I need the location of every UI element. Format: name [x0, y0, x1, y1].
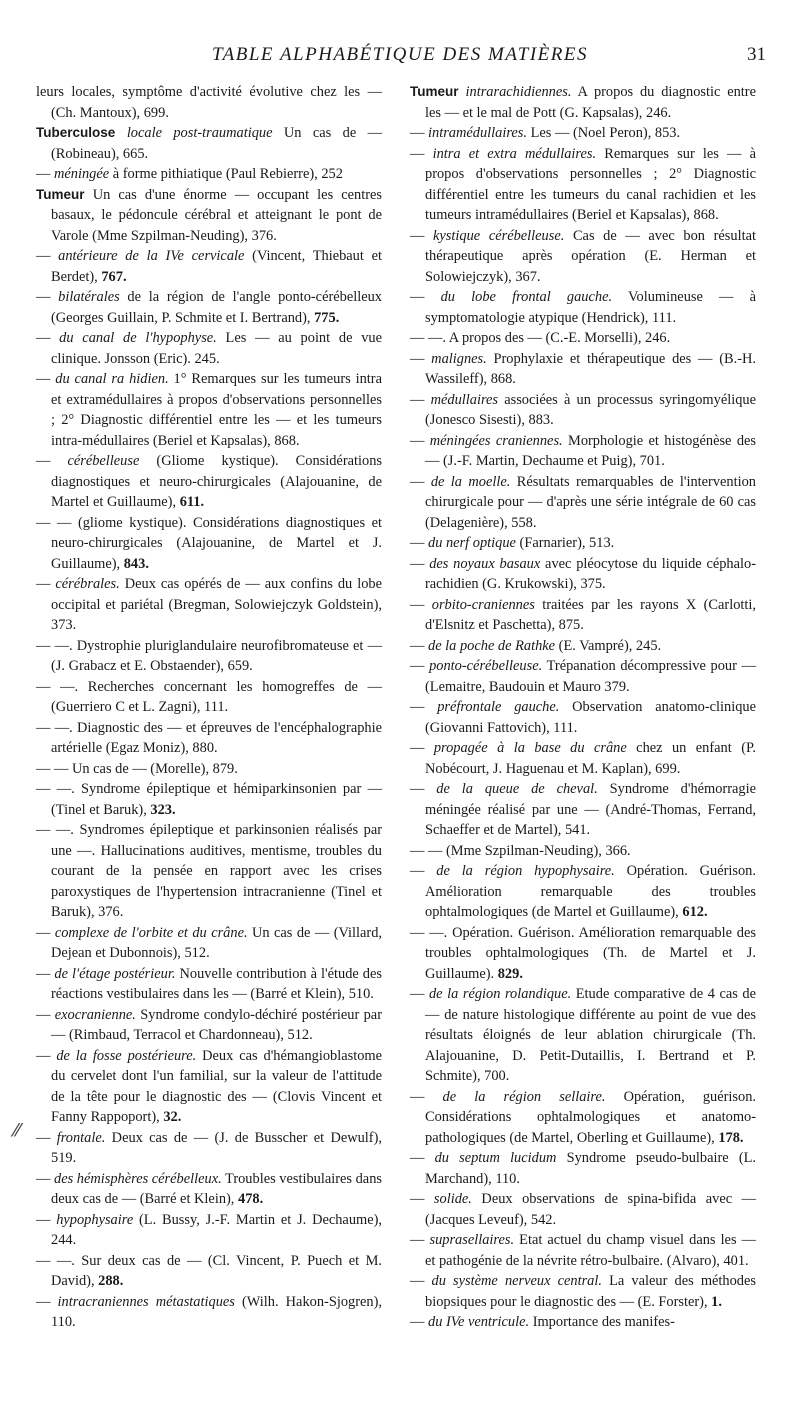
- index-entry: [36, 820, 382, 923]
- index-entry: [36, 513, 382, 575]
- entry-lead: Tuberculose: [36, 125, 127, 140]
- entry-dash: —: [410, 227, 434, 244]
- entry-dash: —: [410, 781, 437, 797]
- entry-it: intracraniennes métastatiques: [57, 1293, 235, 1310]
- entry-dash: —: [410, 1150, 435, 1166]
- index-entry: [410, 554, 756, 595]
- entry-it: de la région sellaire.: [442, 1088, 606, 1105]
- entry-rest: Deux cas d'hémangioblastome du cervelet dont l'un familial, sur la valeur de l'attitude de la tête pour le diagnostic des — (Clovis Vincent et Fanny Rappoport),: [51, 1047, 382, 1125]
- entry-num: 612.: [682, 904, 708, 920]
- entry-rest: Un cas de — (Villard, Dejean et Dubonnois), 512.: [51, 924, 382, 961]
- entry-it: intramédullaires.: [428, 125, 527, 141]
- entry-it: intrarachidiennes.: [465, 84, 572, 100]
- page-header: [0, 44, 800, 74]
- index-entry: [410, 390, 756, 431]
- entry-it: de la fosse postérieure.: [56, 1047, 197, 1064]
- entry-dash: — —: [36, 760, 72, 777]
- entry-rest: Volumineuse — à symptomatologie atypique (Hendrick), 111.: [425, 289, 756, 326]
- entry-rest: Deux cas opérés de — aux confins du lobe occipital et pariétal (Bregman, Solowiejczyk Goldstein), 373.: [51, 576, 382, 633]
- entry-rest: Deux cas de — (J. de Busscher et Dewulf), 519.: [51, 1129, 382, 1166]
- index-columns: [14, 82, 768, 1382]
- entry-dash: — —.: [410, 330, 449, 346]
- entry-dash: —: [36, 371, 56, 387]
- entry-rest: (L. Bussy, J.-F. Martin et J. Dechaume), 244.: [51, 1211, 382, 1248]
- entry-lead: Tumeur: [36, 186, 93, 202]
- entry-rest: chez un enfant (P. Nobécourt, J. Haguenau et M. Kaplan), 699.: [425, 740, 756, 777]
- entry-dash: —: [410, 145, 433, 162]
- entry-num: 767.: [101, 268, 127, 285]
- entry-rest: Troubles vestibulaires dans deux cas de — (Barré et Klein),: [51, 1170, 382, 1207]
- handwritten-margin-mark: ⁄⁄: [14, 1120, 21, 1141]
- entry-rest: (E. Vampré), 245.: [555, 637, 662, 654]
- entry-dash: —: [410, 596, 432, 613]
- index-entry: [36, 779, 382, 820]
- entry-it: des noyaux basaux: [429, 555, 541, 572]
- entry-rest: de la région de l'angle ponto-cérébelleux (Georges Guillain, P. Schmite et I. Bertrand),: [51, 289, 382, 326]
- entry-dash: —: [410, 658, 430, 674]
- entry-dash: —: [410, 1273, 432, 1289]
- entry-rest: Les — au point de vue clinique. Jonsson (Eric). 245.: [51, 330, 382, 367]
- entry-dash: —: [410, 986, 429, 1002]
- entry-dash: —: [410, 350, 432, 367]
- index-entry: [36, 1128, 382, 1169]
- entry-rest: traitées par les rayons X (Carlotti, d'Elsnitz et Paschetta), 875.: [425, 596, 756, 633]
- entry-rest: Opération, guérison. Considérations ophtalmologiques et anatomo-pathologiques (de Martel, Oberling et Guillaume),: [425, 1088, 756, 1146]
- entry-rest: Syndrome d'hémorragie méningée réalisé par une — (André-Thomas, Ferrand, Schaeffer et de Martel), 541.: [425, 781, 756, 838]
- index-entry: [36, 185, 382, 247]
- entry-it: exocranienne.: [54, 1006, 136, 1023]
- entry-it: complexe de l'orbite et du crâne.: [54, 924, 248, 941]
- entry-it: du lobe frontal gauche.: [440, 289, 613, 305]
- entry-rest: Etat actuel du champ visuel dans les — et pathogénie de la névrite rétro-bulbaire. (Alvaro), 401.: [425, 1232, 757, 1269]
- entry-rest: associées à un processus syringomyélique (Jonesco Sisesti), 883.: [425, 391, 756, 428]
- entry-dash: — —.: [36, 781, 82, 797]
- entry-rest: (Wilh. Hakon-Sjogren), 110.: [51, 1293, 382, 1330]
- index-entry: [410, 656, 756, 697]
- entry-rest: Etude comparative de 4 cas de — de nature histologique différente au point de vue des résultats éloignés de leur ablation chirurgicale (Th. Alajouanine, D. Petit-Dutaillis, I. Bertrand et P. Schmite), 700.: [425, 986, 756, 1084]
- entry-it: du septum lucidum: [434, 1150, 557, 1166]
- entry-lead: Tumeur: [410, 84, 466, 99]
- entry-dash: —: [410, 391, 431, 408]
- entry-dash: —: [410, 473, 431, 490]
- entry-rest: Remarques sur les — à propos d'observations personnelles ; 2° Diagnostic différentiel entre les tumeurs du canal rachidien et les tumeurs intramédullaires (Beriel et Kapsalas), 868.: [425, 145, 757, 223]
- entry-it: méningée: [54, 166, 110, 182]
- entry-rest: Morphologie et histogénèse des — (J.-F. Martin, Dechaume et Puig), 701.: [425, 432, 756, 469]
- entry-it: de la moelle.: [430, 473, 511, 490]
- entry-it: bilatérales: [58, 289, 120, 305]
- entry-it: cérébelleuse: [67, 453, 140, 469]
- entry-rest: Les — (Noel Peron), 853.: [527, 125, 681, 141]
- entry-dash: —: [410, 1314, 428, 1330]
- entry-it: de la poche de Rathke: [428, 637, 556, 654]
- index-entry: [36, 451, 382, 513]
- entry-dash: — —: [410, 842, 446, 859]
- entry-rest: (gliome kystique). Considérations diagnostiques et neuro-chirurgicales (Alajouanine, de Martel et J. Guillaume),: [51, 514, 383, 572]
- index-entry: [36, 82, 382, 123]
- entry-rest: leurs locales, symptôme d'activité évolutive chez les — (Ch. Mantoux), 699.: [36, 84, 382, 121]
- left-column: [14, 82, 383, 1333]
- entry-dash: —: [36, 330, 60, 346]
- entry-rest: Syndrome pseudo-bulbaire (L. Marchand), 110.: [425, 1150, 756, 1187]
- index-entry: [410, 349, 756, 390]
- index-entry: [410, 923, 756, 985]
- entry-rest: Opération. Guérison. Amélioration remarquable des troubles ophtalmologiques (Th. de Martel et J. Guillaume).: [425, 924, 756, 982]
- index-entry: [410, 82, 756, 123]
- index-entry: [410, 1148, 756, 1189]
- entry-num: 1.: [711, 1293, 722, 1310]
- entry-dash: —: [36, 1047, 57, 1064]
- index-entry: [36, 1251, 382, 1292]
- entry-dash: —: [36, 1006, 55, 1023]
- entry-dash: —: [410, 863, 437, 879]
- index-entry: [36, 1210, 382, 1251]
- entry-num: 478.: [238, 1191, 264, 1207]
- entry-it: de la région hypophysaire.: [436, 863, 615, 879]
- entry-dash: —: [36, 1170, 54, 1187]
- index-entry: [410, 779, 756, 841]
- entry-it: médullaires: [430, 391, 499, 408]
- entry-dash: —: [36, 166, 54, 182]
- entry-rest: Dystrophie pluriglandulaire neurofibromateuse et — (J. Grabacz et E. Obstaender), 659.: [51, 637, 382, 674]
- entry-rest: 1° Remarques sur les tumeurs intra et extramédullaires à propos d'observations personnelles ; 2° Diagnostic différentiel entre les — et les tumeurs intra-médullaires (Beriel et Kapsalas), 868.: [51, 371, 382, 449]
- entry-rest: Observation anatomo-clinique (Giovanni Fattovich), 111.: [425, 699, 756, 736]
- entry-dash: —: [410, 740, 434, 756]
- entry-num: 775.: [314, 309, 340, 326]
- entry-dash: — —.: [36, 637, 77, 654]
- index-entry: [410, 287, 756, 328]
- entry-num: 178.: [718, 1129, 744, 1146]
- entry-it: préfrontale gauche.: [437, 699, 560, 715]
- index-entry: [36, 1292, 382, 1333]
- index-entry: [410, 144, 756, 226]
- entry-rest: Syndrome épileptique et hémiparkinsonien par — (Tinel et Baruk),: [51, 781, 383, 818]
- entry-dash: —: [36, 1129, 57, 1146]
- entry-it: ponto-cérébelleuse.: [429, 658, 543, 674]
- entry-dash: —: [410, 125, 428, 141]
- entry-it: antérieure de la IVe cervicale: [58, 248, 245, 264]
- entry-rest: avec pléocytose du liquide céphalo-rachidien (G. Krukowski), 375.: [425, 555, 756, 592]
- entry-dash: — —.: [410, 924, 453, 941]
- entry-dash: — —.: [36, 719, 78, 736]
- index-entry: [36, 246, 382, 287]
- entry-dash: — —.: [36, 678, 88, 695]
- entry-rest: A propos des — (C.-E. Morselli), 246.: [448, 330, 671, 346]
- entry-rest: Opération. Guérison. Amélioration remarquable des troubles ophtalmologiques (de Martel et Guillaume),: [425, 863, 756, 920]
- index-entry: [36, 923, 382, 964]
- entry-it: intra et extra médullaires.: [432, 145, 597, 162]
- index-entry: [410, 226, 756, 288]
- index-entry: [410, 984, 756, 1087]
- entry-rest: (Mme Szpilman-Neuding), 366.: [445, 842, 631, 859]
- index-entry: [36, 759, 382, 780]
- entry-dash: —: [410, 637, 428, 654]
- entry-dash: —: [410, 555, 430, 572]
- entry-dash: —: [36, 1293, 58, 1310]
- entry-dash: —: [36, 248, 59, 264]
- entry-it: suprasellaires.: [429, 1232, 515, 1248]
- running-title: TABLE ALPHABÉTIQUE DES MATIÈRES: [212, 44, 588, 65]
- entry-rest: Un cas d'une énorme — occupant les centres basaux, le pédoncule cérébral et atteignant le pont de Varole (Mme Szpilman-Neuding), 376.: [51, 186, 382, 244]
- entry-num: 32.: [163, 1109, 182, 1125]
- entry-it: locale post-traumatique: [126, 125, 273, 141]
- index-entry: [36, 287, 382, 328]
- entry-rest: Un cas de — (Morelle), 879.: [71, 760, 238, 777]
- entry-rest: Recherches concernant les homogreffes de — (Guerriero C et L. Zagni), 111.: [51, 678, 383, 715]
- entry-rest: Un cas de — (Robineau), 665.: [51, 125, 382, 162]
- entry-rest: Prophylaxie et thérapeutique des — (B.-H. Wassileff), 868.: [425, 350, 756, 387]
- entry-it: malignes.: [431, 350, 487, 367]
- index-entry: [410, 431, 756, 472]
- index-entry: [36, 369, 382, 451]
- index-entry: [36, 636, 382, 677]
- entry-rest: Nouvelle contribution à l'étude des réactions vestibulaires dans les — (Barré et Klein), 510.: [51, 965, 382, 1002]
- index-entry: [410, 738, 756, 779]
- entry-it: du nerf optique: [428, 535, 516, 551]
- entry-it: méningées craniennes.: [429, 432, 563, 449]
- entry-num: 288.: [98, 1273, 124, 1289]
- entry-dash: —: [410, 289, 441, 305]
- index-entry: [410, 1189, 756, 1230]
- entry-rest: Trépanation décompressive pour — (Lemaitre, Baudouin et Mauro 379.: [425, 658, 756, 695]
- entry-rest: (Vincent, Thiebaut et Berdet),: [51, 248, 382, 285]
- entry-dash: —: [36, 289, 59, 305]
- index-entry: [410, 636, 756, 657]
- entry-rest: A propos du diagnostic entre les — et le mal de Pott (G. Kapsalas), 246.: [425, 84, 756, 121]
- entry-num: 323.: [150, 801, 176, 818]
- entry-dash: —: [410, 432, 430, 449]
- entry-it: du système nerveux central.: [431, 1273, 602, 1289]
- entry-dash: —: [36, 576, 56, 592]
- entry-dash: —: [36, 1211, 57, 1228]
- entry-it: du IVe ventricule.: [428, 1314, 530, 1330]
- index-entry: [410, 1230, 756, 1271]
- entry-it: du canal de l'hypophyse.: [59, 330, 217, 346]
- entry-dash: —: [410, 1088, 443, 1105]
- index-entry: [410, 533, 756, 554]
- entry-it: propagée à la base du crâne: [433, 740, 627, 756]
- entry-dash: — —: [36, 514, 78, 531]
- index-entry: [36, 677, 382, 718]
- entry-rest: (Gliome kystique). Considérations diagnostiques et neuro-chirurgicales (Alajouanine, de Martel et Guillaume),: [51, 453, 382, 510]
- entry-rest: Sur deux cas de — (Cl. Vincent, P. Puech et M. David),: [51, 1252, 382, 1289]
- index-entry: [36, 574, 382, 636]
- entry-rest: Syndromes épileptique et parkinsonien réalisés par une —. Hallucinations auditives, mentisme, troubles du courant de la pensée en rapport avec les crises paroxystiques de l'hypertension intracranienne (Tinel et Baruk), 376.: [51, 822, 382, 920]
- entry-dash: — —.: [36, 822, 80, 838]
- entry-dash: — —.: [36, 1252, 82, 1269]
- index-entry: [36, 164, 382, 185]
- entry-rest: Deux observations de spina-bifida avec — (Jacques Leveuf), 542.: [425, 1191, 756, 1228]
- index-entry: [410, 1312, 756, 1333]
- entry-it: des hémisphères cérébelleux.: [54, 1170, 222, 1187]
- entry-it: de la région rolandique.: [428, 986, 572, 1002]
- entry-num: 829.: [497, 965, 523, 982]
- entry-it: de l'étage postérieur.: [54, 965, 176, 982]
- index-entry: [410, 1087, 756, 1149]
- index-entry: [410, 595, 756, 636]
- entry-rest: Résultats remarquables de l'intervention chirurgicale pour — d'après une série intégrale de 60 cas (Delagenière), 558.: [425, 473, 756, 531]
- entry-it: cérébrales.: [55, 576, 120, 592]
- index-entry: [36, 718, 382, 759]
- entry-it: hypophysaire: [56, 1211, 134, 1228]
- index-entry: [410, 697, 756, 738]
- index-entry: [410, 841, 756, 862]
- entry-num: 611.: [179, 494, 205, 510]
- entry-it: orbito-craniennes: [431, 596, 535, 613]
- right-column: [410, 82, 756, 1333]
- entry-dash: —: [410, 699, 438, 715]
- entry-dash: —: [36, 924, 55, 941]
- index-entry: [410, 1271, 756, 1312]
- entry-rest: (Farnarier), 513.: [515, 535, 615, 551]
- entry-dash: —: [36, 965, 55, 982]
- index-entry: [36, 964, 382, 1005]
- entry-rest: à forme pithiatique (Paul Rebierre), 252: [109, 166, 343, 182]
- entry-rest: Diagnostic des — et épreuves de l'encéphalographie artérielle (Egaz Moniz), 880.: [51, 719, 383, 756]
- entry-dash: —: [410, 1232, 430, 1248]
- entry-it: frontale.: [56, 1129, 106, 1146]
- entry-dash: —: [36, 453, 68, 469]
- entry-dash: —: [410, 535, 428, 551]
- entry-dash: —: [410, 1191, 434, 1207]
- index-entry: [36, 1005, 382, 1046]
- entry-rest: Importance des manifes-: [529, 1314, 675, 1330]
- entry-rest: Cas de — avec bon résultat thérapeutique après opération (E. Herman et Solowiejczyk), 367.: [425, 227, 756, 285]
- entry-it: de la queue de cheval.: [436, 781, 598, 797]
- index-entry: [410, 328, 756, 349]
- entry-num: 843.: [123, 555, 149, 572]
- index-entry: [36, 1169, 382, 1210]
- entry-it: solide.: [433, 1191, 472, 1207]
- entry-it: kystique cérébelleuse.: [433, 227, 565, 244]
- index-entry: [36, 1046, 382, 1128]
- index-entry: [410, 123, 756, 144]
- entry-rest: La valeur des méthodes biopsiques pour le diagnostic des — (E. Forster),: [425, 1273, 756, 1310]
- index-entry: [36, 123, 382, 164]
- page-number: 31: [747, 44, 766, 65]
- index-entry: [410, 861, 756, 923]
- index-entry: [36, 328, 382, 369]
- entry-it: du canal ra hidien.: [55, 371, 169, 387]
- index-entry: [410, 472, 756, 534]
- entry-rest: Syndrome condylo-déchiré postérieur par — (Rimbaud, Terracol et Chardonneau), 512.: [51, 1006, 382, 1043]
